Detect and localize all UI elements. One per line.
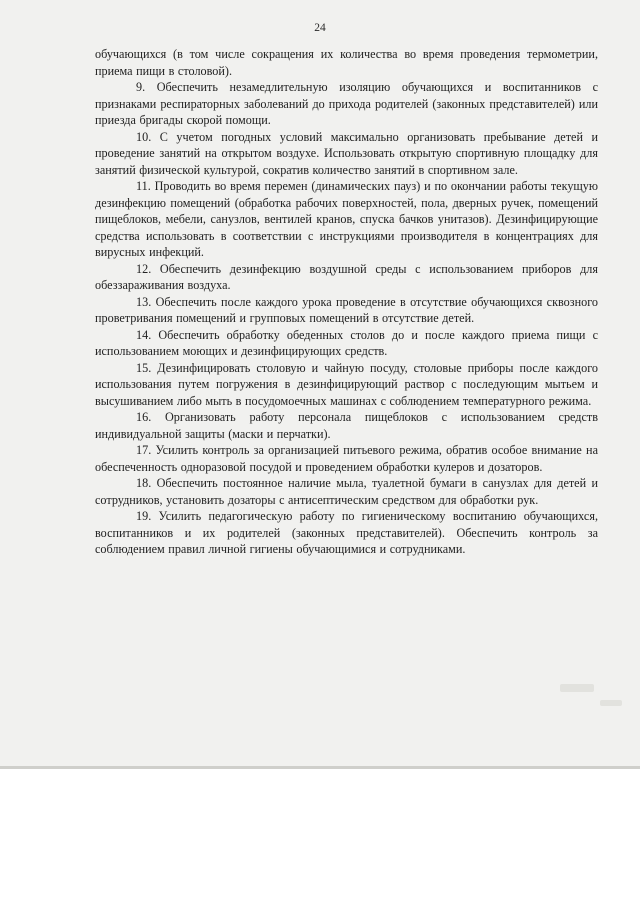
- paragraph-item-18: 18. Обеспечить постоянное наличие мыла, туалетной бумаги в санузлах для детей и сотрудников, установить дозаторы с антисептическим средством для обработки рук.: [95, 476, 598, 507]
- document-body: [95, 46, 598, 558]
- paragraph-item-10: 10. С учетом погодных условий максимально организовать пребывание детей и проведение занятий на открытом воздухе. Использовать открытую спортивную площадку для занятий физической культурой, сократив количество занятий в спортивном зале.: [95, 129, 598, 177]
- paragraph-continuation: обучающихся (в том числе сокращения их количества во время проведения термометрии, приема пищи в столовой).: [95, 47, 598, 78]
- paragraph-item-13: 13. Обеспечить после каждого урока проведение в отсутствие обучающихся сквозного проветривания помещений и групповых помещений в отсутствие детей.: [95, 294, 598, 325]
- paragraph-item-9: 9. Обеспечить незамедлительную изоляцию обучающихся и воспитанников с признаками респираторных заболеваний до прихода родителей (законных представителей) или приезда бригады скорой помощи.: [95, 80, 598, 127]
- paragraph-item-12: 12. Обеспечить дезинфекцию воздушной среды с использованием приборов для обеззараживания воздуха.: [95, 261, 598, 292]
- paragraph-item-17: 17. Усилить контроль за организацией питьевого режима, обратив особое внимание на обеспеченность одноразовой посудой и проведением обработки кулеров и дозаторов.: [95, 443, 598, 474]
- paragraph-item-15: 15. Дезинфицировать столовую и чайную посуду, столовые приборы после каждого использования путем погружения в дезинфицирующий раствор с последующим мытьем и высушиванием либо мыть в посудомоечных машинах с соблюдением температурного режима.: [95, 360, 598, 408]
- paragraph-item-11: 11. Проводить во время перемен (динамических пауз) и по окончании работы текущую дезинфекцию помещений (обработка рабочих поверхностей, пола, дверных ручек, помещений пищеблоков, мебели, санузлов, вентилей кранов, спуска бачков унитазов). Дезинфицирующие средства использовать в соответствии с инструкциями производителя в концентрациях для вирусных инфекций.: [95, 179, 598, 259]
- scan-artifact: [600, 700, 622, 706]
- scan-edge: [0, 766, 640, 769]
- paragraph-item-14: 14. Обеспечить обработку обеденных столов до и после каждого приема пищи с использованием моющих и дезинфицирующих средств.: [95, 327, 598, 358]
- paragraph-item-16: 16. Организовать работу персонала пищеблоков с использованием средств индивидуальной защиты (маски и перчатки).: [95, 410, 598, 441]
- page-number: 24: [314, 22, 326, 34]
- paragraph-item-19: 19. Усилить педагогическую работу по гигиеническому воспитанию обучающихся, воспитанников и их родителей (законных представителей). Обеспечить контроль за соблюдением правил личной гигиены обучающимися и сотрудниками.: [95, 509, 598, 556]
- scan-artifact: [560, 684, 594, 692]
